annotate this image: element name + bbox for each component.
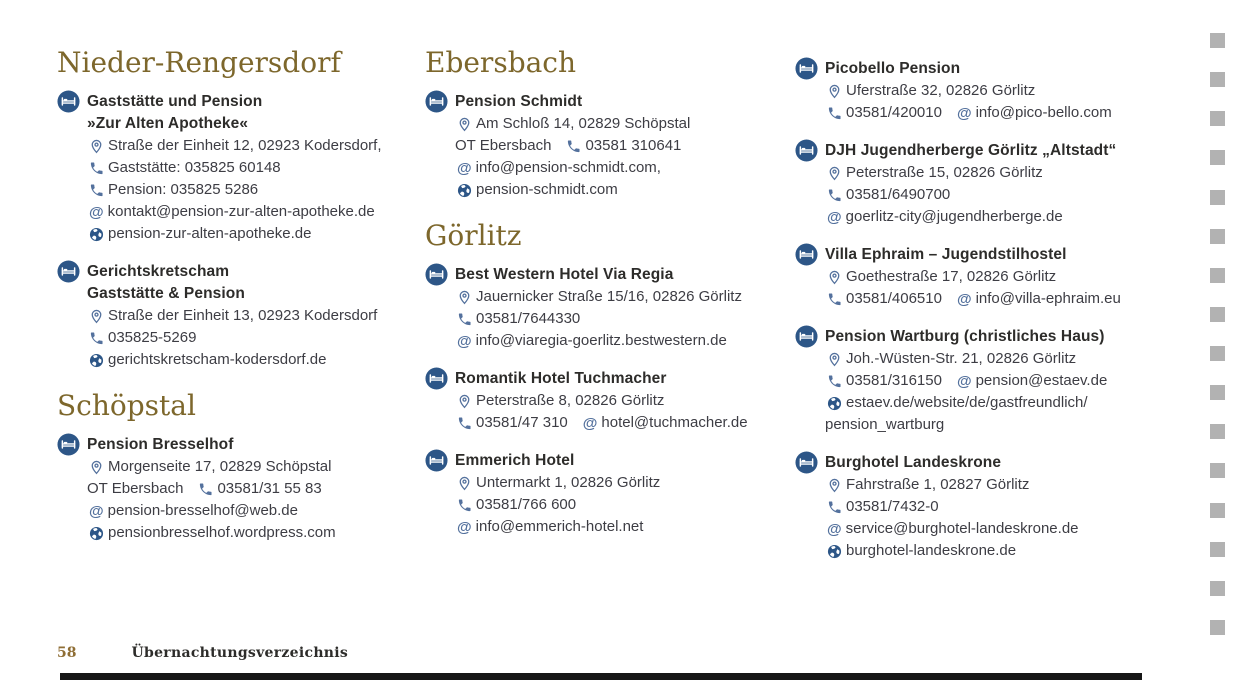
contact-line [87,349,425,371]
at-sign-icon: @ [89,203,104,221]
accommodation-entry [795,58,1147,124]
entry-title [825,140,1147,162]
phone-number: Gaststätte: 035825 60148 [108,159,281,176]
website-url: pension-schmidt.com [476,181,618,198]
contact-line [825,162,1147,184]
decorative-square [1210,346,1225,361]
email-address: info@viaregia-goerlitz.bestwestern.de [475,332,727,349]
bed-icon [425,90,448,113]
contact-line [455,412,795,434]
phone-icon [457,498,472,513]
email-address: info@villa-ephraim.eu [975,290,1121,307]
contact-segment [87,478,183,500]
phone-icon [827,188,842,203]
decorative-square [1210,503,1225,518]
entry-title-line: Gaststätte und Pension [87,93,263,110]
contact-segment [581,412,748,434]
contact-segment [455,157,661,179]
email-address: goerlitz-city@jugendherberge.de [845,208,1063,225]
contact-segment [455,390,664,412]
contact-segment [455,516,643,538]
accommodation-entry [425,450,795,538]
accommodation-entry [425,91,795,201]
contact-line [455,494,795,516]
section-heading: Görlitz [425,219,522,252]
contact-line [825,474,1147,496]
contact-line [825,414,1147,436]
contact-segment [87,201,375,223]
email-address: info@pico-bello.com [975,104,1112,121]
contact-line [825,184,1147,206]
bed-icon [795,139,818,162]
location-pin-icon [457,290,472,305]
address-text: Fahrstraße 1, 02827 Görlitz [846,476,1030,493]
entry-details [87,261,425,371]
contact-line [87,522,425,544]
entry-details [825,452,1147,562]
accommodation-entry [425,264,795,352]
entry-title-line: Romantik Hotel Tuchmacher [455,370,667,387]
at-sign-icon: @ [827,208,842,226]
address-text: Peterstraße 15, 02826 Görlitz [846,164,1043,181]
column-left [57,48,425,578]
location-pin-icon [457,394,472,409]
contact-line [825,80,1147,102]
contact-segment [825,162,1043,184]
contact-segment [825,184,950,206]
contact-line [87,135,425,157]
location-pin-icon [827,84,842,99]
bed-icon [425,367,448,390]
at-sign-icon: @ [89,502,104,520]
contact-line [455,308,795,330]
contact-line [825,348,1147,370]
accommodation-entry [795,326,1147,436]
contact-segment [825,414,944,436]
contact-line [87,305,425,327]
address-text: Straße der Einheit 12, 02923 Kodersdorf, [108,137,382,154]
contact-segment [87,179,258,201]
contact-line [87,478,425,500]
section-heading: Schöpstal [57,389,196,422]
website-url: estaev.de/website/de/gastfreundlich/ [846,394,1088,411]
bed-icon [425,263,448,286]
contact-segment [87,135,382,157]
entry-title-line: »Zur Alten Apotheke« [87,115,249,132]
contact-line [87,327,425,349]
contact-line [825,392,1147,414]
bed-icon [795,325,818,348]
email-address: info@pension-schmidt.com, [475,159,661,176]
decorative-square [1210,229,1225,244]
contact-segment [825,496,939,518]
entry-details [825,58,1147,124]
entry-details [87,91,425,245]
contact-line [455,286,795,308]
contact-line [87,223,425,245]
contact-segment [955,288,1121,310]
at-sign-icon: @ [457,332,472,350]
contact-segment [955,102,1112,124]
entry-title-line: Villa Ephraim – Jugendstilhostel [825,246,1067,263]
phone-icon [827,500,842,515]
phone-icon [457,312,472,327]
address-text: Joh.-Wüsten-Str. 21, 02826 Görlitz [846,350,1077,367]
contact-line [455,135,795,157]
at-sign-icon: @ [457,159,472,177]
email-address: pension@estaev.de [975,372,1108,389]
bed-icon [795,451,818,474]
bed-icon [425,449,448,472]
entry-title-line: DJH Jugendherberge Görlitz „Altstadt“ [825,142,1117,159]
address-text: Peterstraße 8, 02826 Görlitz [476,392,665,409]
phone-icon [89,161,104,176]
contact-segment [455,135,551,157]
entry-title [825,452,1147,474]
address-text: Untermarkt 1, 02826 Görlitz [476,474,661,491]
section-heading: Ebersbach [425,46,577,79]
location-pin-icon [827,166,842,181]
contact-segment [825,80,1035,102]
globe-icon [827,396,842,411]
contact-segment [455,412,568,434]
accommodation-entry [425,368,795,434]
entry-details [825,244,1147,310]
bed-icon [57,90,80,113]
email-address: kontakt@pension-zur-alten-apotheke.de [107,203,375,220]
entry-title-line: Picobello Pension [825,60,961,77]
entry-title [87,434,425,456]
at-sign-icon: @ [956,372,972,390]
contact-segment [455,113,690,135]
entry-details [455,450,795,538]
column-middle [425,48,795,578]
entry-title-line: Emmerich Hotel [455,452,575,469]
website-url: pensionbresselhof.wordpress.com [108,524,336,541]
contact-segment [455,179,618,201]
contact-segment [825,540,1016,562]
phone-number: 03581/7432-0 [846,498,939,515]
entry-title [455,368,795,390]
location-pin-icon [89,309,104,324]
contact-line [825,370,1147,392]
contact-segment [87,500,298,522]
address-text: Jauernicker Straße 15/16, 02826 Görlitz [476,288,742,305]
footer-title: Übernachtungsverzeichnis [131,645,349,661]
contact-segment [825,288,942,310]
decorative-square [1210,72,1225,87]
globe-icon [89,526,104,541]
contact-segment [455,494,576,516]
decorative-square-rail [1210,33,1225,635]
decorative-square [1210,424,1225,439]
decorative-square [1210,307,1225,322]
contact-line [455,113,795,135]
entry-title [455,91,795,113]
contact-segment [455,472,660,494]
contact-line [825,288,1147,310]
email-address: pension-bresselhof@web.de [107,502,298,519]
entry-details [825,326,1147,436]
section-heading: Nieder-Rengersdorf [57,46,341,79]
decorative-square [1210,190,1225,205]
entry-details [825,140,1147,228]
contact-segment [87,456,331,478]
location-pin-icon [827,352,842,367]
phone-number: 03581 310641 [585,137,682,154]
at-sign-icon: @ [956,104,972,122]
at-sign-icon: @ [457,518,472,536]
bed-icon [57,260,80,283]
phone-number: Pension: 035825 5286 [108,181,259,198]
contact-segment [455,330,727,352]
accommodation-entry [795,452,1147,562]
contact-segment [87,305,377,327]
contact-line [825,496,1147,518]
phone-icon [457,416,472,431]
contact-line [455,390,795,412]
entry-details [455,368,795,434]
contact-segment [87,349,326,371]
address-text: Uferstraße 32, 02826 Görlitz [846,82,1036,99]
contact-line [455,157,795,179]
contact-segment [825,102,942,124]
website-url: burghotel-landeskrone.de [846,542,1017,559]
contact-segment [87,157,281,179]
contact-line [455,330,795,352]
location-pin-icon [827,270,842,285]
entry-title [87,91,425,135]
entry-title-line: Burghotel Landeskrone [825,454,1002,471]
at-sign-icon: @ [956,290,972,308]
phone-icon [827,292,842,307]
entry-title-line: Pension Schmidt [455,93,583,110]
decorative-square [1210,385,1225,400]
globe-icon [89,353,104,368]
decorative-square [1210,542,1225,557]
contact-segment [825,206,1063,228]
contact-line [455,179,795,201]
contact-line [825,540,1147,562]
entry-title-line: Gerichtskretscham [87,263,230,280]
phone-number: 03581/316150 [846,372,942,389]
accommodation-entry [795,140,1147,228]
decorative-square [1210,463,1225,478]
contact-line [825,266,1147,288]
contact-line [825,518,1147,540]
address-text: Goethestraße 17, 02826 Görlitz [846,268,1057,285]
email-address: info@emmerich-hotel.net [475,518,644,535]
contact-segment [825,474,1029,496]
contact-line [87,456,425,478]
contact-segment [196,478,321,500]
contact-line [455,472,795,494]
email-address: service@burghotel-landeskrone.de [845,520,1079,537]
address-text: Am Schloß 14, 02829 Schöpstal [476,115,691,132]
contact-line [87,179,425,201]
phone-icon [198,482,213,497]
entry-title [455,450,795,472]
phone-number: 03581/7644330 [476,310,581,327]
contact-segment [825,370,942,392]
location-pin-icon [89,460,104,475]
decorative-square [1210,111,1225,126]
phone-number: 03581/406510 [846,290,942,307]
location-pin-icon [89,139,104,154]
phone-icon [566,139,581,154]
entry-title [825,58,1147,80]
page-number: 58 [57,645,77,661]
contact-segment [564,135,681,157]
location-pin-icon [457,117,472,132]
contact-segment [455,286,742,308]
phone-number: 03581/47 310 [476,414,568,431]
bed-icon [795,57,818,80]
accommodation-entry [57,434,425,544]
phone-icon [827,374,842,389]
phone-number: 03581/31 55 83 [217,480,322,497]
contact-segment [825,348,1076,370]
entry-details [87,434,425,544]
at-sign-icon: @ [827,520,842,538]
contact-segment [825,518,1079,540]
phone-number: 03581/420010 [846,104,942,121]
entry-title-line: Gaststätte & Pension [87,285,245,302]
accommodation-entry [57,91,425,245]
email-address: hotel@tuchmacher.de [601,414,748,431]
entry-title-line: Pension Wartburg (christliches Haus) [825,328,1105,345]
entry-title-line: Best Western Hotel Via Regia [455,266,674,283]
entry-title-line: Pension Bresselhof [87,436,234,453]
text-continuation: OT Ebersbach [455,137,552,154]
phone-number: 035825-5269 [108,329,197,346]
contact-segment [87,522,336,544]
contact-segment [87,223,311,245]
phone-icon [827,106,842,121]
decorative-square [1210,620,1225,635]
bed-icon [795,243,818,266]
entry-title [87,261,425,305]
contact-line [87,500,425,522]
bottom-edge-bar [60,673,1142,680]
phone-icon [89,183,104,198]
contact-line [87,201,425,223]
contact-segment [955,370,1107,392]
decorative-square [1210,33,1225,48]
contact-segment [825,392,1088,414]
globe-icon [89,227,104,242]
accommodation-entry [57,261,425,371]
decorative-square [1210,581,1225,596]
phone-number: 03581/766 600 [476,496,577,513]
phone-number: 03581/6490700 [846,186,951,203]
entry-title [825,326,1147,348]
address-text: Morgenseite 17, 02829 Schöpstal [108,458,332,475]
decorative-square [1210,150,1225,165]
globe-icon [457,183,472,198]
text-continuation: pension_wartburg [825,416,945,433]
contact-line [87,157,425,179]
address-text: Straße der Einheit 13, 02923 Kodersdorf [108,307,378,324]
page-footer [57,645,348,661]
bed-icon [57,433,80,456]
contact-segment [825,266,1056,288]
contact-line [825,206,1147,228]
website-url: gerichtskretscham-kodersdorf.de [108,351,327,368]
decorative-square [1210,268,1225,283]
entry-title [825,244,1147,266]
entry-details [455,264,795,352]
globe-icon [827,544,842,559]
contact-segment [455,308,580,330]
at-sign-icon: @ [582,414,598,432]
contact-segment [87,327,196,349]
phone-icon [89,331,104,346]
text-continuation: OT Ebersbach [87,480,184,497]
column-right [795,48,1147,578]
entry-title [455,264,795,286]
accommodation-entry [795,244,1147,310]
contact-line [825,102,1147,124]
entry-details [455,91,795,201]
location-pin-icon [457,476,472,491]
website-url: pension-zur-alten-apotheke.de [108,225,312,242]
location-pin-icon [827,478,842,493]
contact-line [455,516,795,538]
